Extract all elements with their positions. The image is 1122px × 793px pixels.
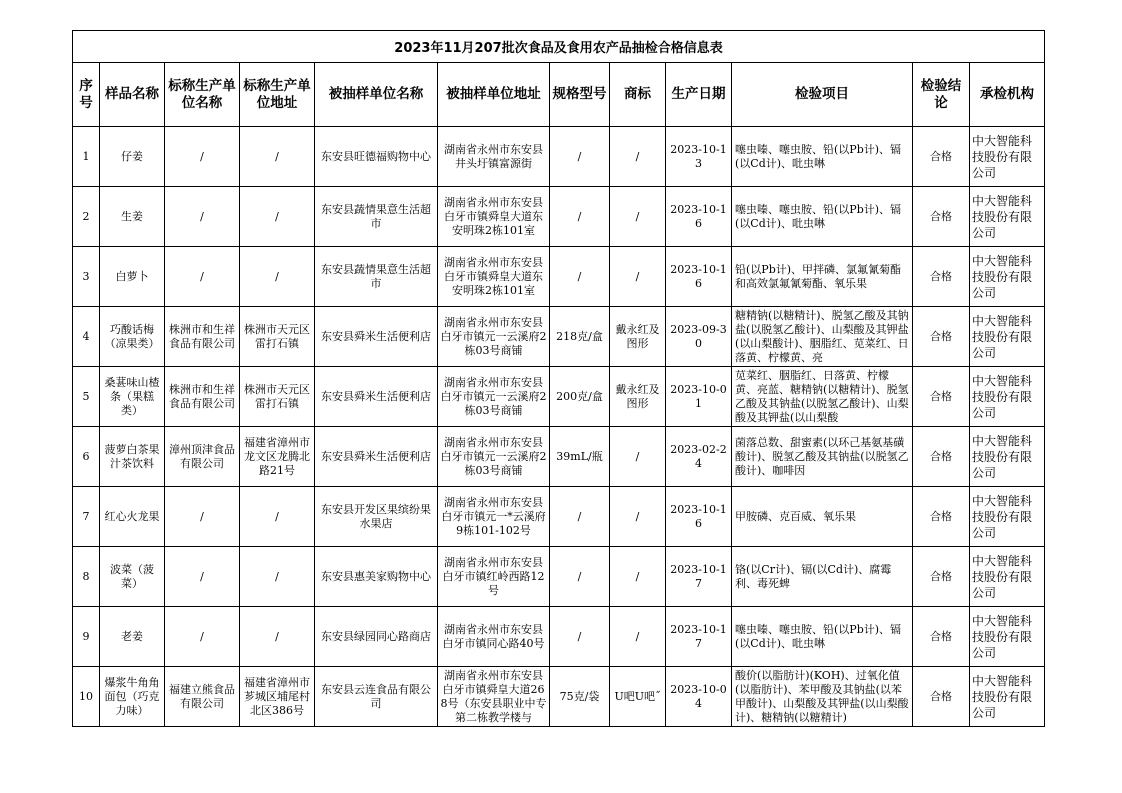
cell-manufacturer-address (240, 607, 315, 667)
cell-manufacturer (165, 667, 240, 727)
col-header-manufacturer: 标称生产单位名称 (165, 63, 240, 127)
cell-test-items (732, 307, 913, 367)
cell-sampled-unit (315, 127, 438, 187)
cell-spec-text: / (577, 269, 582, 283)
cell-sampled-unit-address-text: 湖南省永州市东安县白牙市镇元一云溪府2栋03号商铺 (440, 315, 547, 357)
cell-spec-text: 200克/盒 (556, 389, 603, 403)
cell-brand (610, 427, 666, 487)
cell-spec-text: 39mL/瓶 (556, 449, 603, 463)
col-header-production-date: 生产日期 (666, 63, 732, 127)
cell-no (73, 427, 100, 487)
cell-manufacturer-address (240, 307, 315, 367)
cell-production-date-text: 2023-10-17 (670, 622, 727, 650)
cell-manufacturer-address (240, 187, 315, 247)
cell-sampled-unit-address (438, 127, 550, 187)
cell-sampled-unit (315, 427, 438, 487)
cell-spec (550, 667, 610, 727)
cell-no (73, 367, 100, 427)
col-header-test-items: 检验项目 (732, 63, 913, 127)
header-row (73, 63, 1045, 127)
col-header-inspection-org: 承检机构 (970, 63, 1045, 127)
cell-no-text: 1 (82, 149, 90, 163)
cell-sampled-unit-address (438, 487, 550, 547)
cell-sampled-unit-address-text: 湖南省永州市东安县白牙市镇元一*云溪府9栋101-102号 (441, 495, 546, 537)
table-row (73, 427, 1045, 487)
cell-sampled-unit-address-text: 湖南省永州市东安县白牙市镇元一云溪府2栋03号商铺 (440, 375, 547, 417)
cell-inspection-org-text: 中大智能科技股份有限公司 (972, 133, 1033, 180)
cell-spec (550, 427, 610, 487)
cell-manufacturer (165, 427, 240, 487)
cell-spec (550, 367, 610, 427)
cell-production-date-text: 2023-10-16 (670, 262, 727, 290)
cell-inspection-org (970, 547, 1045, 607)
cell-spec (550, 307, 610, 367)
cell-sample-name (100, 487, 165, 547)
cell-test-items (732, 127, 913, 187)
cell-result-text: 合格 (930, 629, 952, 643)
cell-test-items-text: 酸价(以脂肪计)(KOH)、过氧化值(以脂肪计)、苯甲酸及其钠盐(以苯甲酸计)、山梨酸及其钾盐(以山梨酸计)、糖精钠(以糖精计) (735, 668, 909, 724)
cell-test-items-text: 噻虫嗪、噻虫胺、铅(以Pb计)、镉(以Cd计)、吡虫啉 (735, 142, 902, 170)
cell-production-date (666, 487, 732, 547)
cell-sample-name (100, 307, 165, 367)
cell-production-date-text: 2023-02-24 (670, 442, 727, 470)
cell-result (913, 667, 970, 727)
cell-sampled-unit-address (438, 307, 550, 367)
cell-test-items (732, 607, 913, 667)
inspection-table (72, 30, 1045, 727)
cell-sample-name-text: 生姜 (121, 209, 143, 223)
cell-sample-name-text: 桑葚味山楂条（果糕类） (104, 375, 160, 417)
cell-brand-text: / (635, 209, 640, 223)
cell-sampled-unit-address-text: 湖南省永州市东安县井头圩镇富源街 (444, 142, 543, 170)
cell-sampled-unit-address-text: 湖南省永州市东安县白牙市镇舜皇大道268号（东安县职业中专第二栋教学楼与 (440, 668, 547, 724)
cell-test-items-text: 苋菜红、胭脂红、日落黄、柠檬黄、亮蓝、糖精钠(以糖精计)、脱氢乙酸及其钠盐(以脱氢乙酸计)、山梨酸及其钾盐(以山梨酸 (735, 368, 909, 424)
cell-test-items-text: 铅(以Pb计)、甲拌磷、氯氟氰菊酯和高效氯氟氰菊酯、氧乐果 (735, 262, 902, 290)
cell-no-text: 9 (82, 629, 90, 643)
cell-manufacturer-text: / (200, 149, 204, 163)
cell-manufacturer-text: / (200, 509, 204, 523)
cell-production-date (666, 367, 732, 427)
col-header-brand: 商标 (610, 63, 666, 127)
col-header-manufacturer-address: 标称生产单位地址 (240, 63, 315, 127)
cell-brand (610, 187, 666, 247)
cell-manufacturer-address-text: 福建省漳州市龙文区龙腾北路21号 (244, 435, 310, 477)
cell-inspection-org-text: 中大智能科技股份有限公司 (972, 373, 1033, 420)
cell-manufacturer-text: / (200, 629, 204, 643)
cell-brand-text: / (635, 509, 640, 523)
cell-sample-name (100, 607, 165, 667)
cell-result-text: 合格 (930, 269, 952, 283)
cell-test-items-text: 噻虫嗪、噻虫胺、铅(以Pb计)、镉(以Cd计)、吡虫啉 (735, 622, 902, 650)
cell-sample-name (100, 247, 165, 307)
cell-sample-name-text: 白萝卜 (115, 269, 149, 283)
table-row (73, 547, 1045, 607)
cell-inspection-org (970, 367, 1045, 427)
cell-no (73, 607, 100, 667)
cell-test-items-text: 甲胺磷、克百威、氧乐果 (735, 509, 856, 523)
cell-no (73, 307, 100, 367)
cell-sampled-unit-address (438, 427, 550, 487)
cell-production-date-text: 2023-10-16 (670, 202, 727, 230)
cell-brand (610, 247, 666, 307)
col-header-result: 检验结论 (913, 63, 970, 127)
cell-production-date (666, 547, 732, 607)
cell-inspection-org-text: 中大智能科技股份有限公司 (972, 193, 1033, 240)
cell-manufacturer (165, 547, 240, 607)
cell-production-date (666, 667, 732, 727)
cell-sampled-unit-address (438, 667, 550, 727)
cell-production-date (666, 187, 732, 247)
cell-sampled-unit-address-text: 湖南省永州市东安县白牙市镇红岭西路12号 (442, 555, 545, 597)
cell-result-text: 合格 (930, 569, 952, 583)
cell-spec (550, 547, 610, 607)
cell-sample-name-text: 老姜 (121, 629, 143, 643)
cell-manufacturer (165, 247, 240, 307)
table-row (73, 307, 1045, 367)
cell-test-items (732, 367, 913, 427)
cell-inspection-org-text: 中大智能科技股份有限公司 (972, 253, 1033, 300)
cell-sampled-unit-text: 东安县开发区果缤纷果水果店 (321, 502, 431, 530)
cell-sampled-unit (315, 667, 438, 727)
cell-spec (550, 127, 610, 187)
cell-inspection-org-text: 中大智能科技股份有限公司 (972, 613, 1033, 660)
cell-manufacturer-address-text: 福建省漳州市芗城区埔尾村北区386号 (244, 675, 310, 717)
cell-sampled-unit-text: 东安县绿园同心路商店 (321, 629, 431, 643)
cell-manufacturer-address (240, 127, 315, 187)
cell-test-items (732, 547, 913, 607)
cell-no-text: 7 (82, 509, 90, 523)
cell-manufacturer-address (240, 667, 315, 727)
table-row (73, 187, 1045, 247)
cell-brand (610, 367, 666, 427)
table-title: 2023年11月207批次食品及食用农产品抽检合格信息表 (73, 31, 1045, 63)
cell-sampled-unit (315, 547, 438, 607)
cell-sampled-unit-text: 东安县旺德福购物中心 (321, 149, 431, 163)
cell-sampled-unit (315, 607, 438, 667)
cell-no (73, 667, 100, 727)
cell-production-date-text: 2023-10-04 (670, 682, 727, 710)
cell-sample-name (100, 667, 165, 727)
cell-production-date (666, 307, 732, 367)
cell-sampled-unit (315, 247, 438, 307)
cell-brand (610, 607, 666, 667)
cell-production-date-text: 2023-09-30 (670, 322, 727, 350)
cell-manufacturer-address-text: / (275, 629, 279, 643)
cell-inspection-org-text: 中大智能科技股份有限公司 (972, 433, 1033, 480)
col-header-sample-name: 样品名称 (100, 63, 165, 127)
cell-sample-name (100, 427, 165, 487)
cell-brand-text: 戴永红及图形 (615, 382, 660, 410)
cell-manufacturer-text: / (200, 569, 204, 583)
cell-brand-text: / (635, 149, 640, 163)
cell-brand (610, 667, 666, 727)
cell-test-items (732, 187, 913, 247)
cell-brand-text: / (635, 449, 640, 463)
cell-result (913, 607, 970, 667)
cell-sampled-unit-text: 东安县舜米生活便利店 (321, 329, 431, 343)
cell-brand-text: / (635, 269, 640, 283)
cell-result-text: 合格 (930, 449, 952, 463)
cell-result-text: 合格 (930, 509, 952, 523)
cell-no-text: 8 (82, 569, 90, 583)
cell-test-items-text: 铬(以Cr计)、镉(以Cd计)、腐霉利、毒死蜱 (735, 562, 892, 590)
cell-manufacturer-address-text: / (275, 209, 279, 223)
cell-inspection-org-text: 中大智能科技股份有限公司 (972, 673, 1033, 720)
table-row (73, 127, 1045, 187)
cell-sampled-unit (315, 187, 438, 247)
cell-manufacturer-text: / (200, 269, 204, 283)
cell-result-text: 合格 (930, 689, 952, 703)
cell-production-date (666, 127, 732, 187)
cell-manufacturer-address (240, 367, 315, 427)
cell-no-text: 4 (82, 329, 90, 343)
cell-manufacturer-address (240, 487, 315, 547)
cell-sampled-unit-address (438, 247, 550, 307)
cell-no (73, 187, 100, 247)
cell-no-text: 6 (82, 449, 90, 463)
cell-brand (610, 307, 666, 367)
cell-manufacturer-address (240, 247, 315, 307)
cell-test-items (732, 667, 913, 727)
cell-sampled-unit-text: 东安县蔬情果意生活超市 (321, 202, 431, 230)
cell-result (913, 487, 970, 547)
cell-manufacturer-address-text: / (275, 269, 279, 283)
cell-manufacturer-address-text: / (275, 509, 279, 523)
cell-production-date-text: 2023-10-13 (670, 142, 727, 170)
cell-manufacturer (165, 367, 240, 427)
cell-manufacturer-address (240, 427, 315, 487)
cell-no-text: 10 (79, 689, 93, 703)
cell-sample-name-text: 巧酸话梅（凉果类） (104, 322, 160, 350)
cell-brand-text: / (635, 569, 640, 583)
cell-sampled-unit-address-text: 湖南省永州市东安县白牙市镇同心路40号 (442, 622, 545, 650)
cell-inspection-org (970, 667, 1045, 727)
col-header-sampled-unit-address: 被抽样单位地址 (438, 63, 550, 127)
cell-result (913, 367, 970, 427)
cell-manufacturer-text: 株洲市和生祥食品有限公司 (169, 382, 235, 410)
cell-result-text: 合格 (930, 389, 952, 403)
cell-manufacturer-address-text: / (275, 149, 279, 163)
cell-sampled-unit (315, 367, 438, 427)
cell-manufacturer-address-text: 株洲市天元区雷打石镇 (244, 382, 310, 410)
table-row (73, 367, 1045, 427)
cell-result (913, 427, 970, 487)
cell-spec-text: / (577, 569, 582, 583)
cell-production-date-text: 2023-10-17 (670, 562, 727, 590)
cell-no (73, 247, 100, 307)
cell-sample-name (100, 547, 165, 607)
cell-spec (550, 487, 610, 547)
cell-sample-name-text: 仔姜 (121, 149, 143, 163)
cell-inspection-org-text: 中大智能科技股份有限公司 (972, 553, 1033, 600)
cell-test-items-text: 糖精钠(以糖精计)、脱氢乙酸及其钠盐(以脱氢乙酸计)、山梨酸及其钾盐(以山梨酸计)、胭脂红、苋菜红、日落黄、柠檬黄、亮 (735, 308, 909, 364)
cell-brand-text: 戴永红及图形 (615, 322, 660, 350)
cell-result-text: 合格 (930, 149, 952, 163)
cell-spec-text: / (577, 149, 582, 163)
cell-sampled-unit (315, 307, 438, 367)
cell-manufacturer (165, 307, 240, 367)
cell-result (913, 547, 970, 607)
cell-brand (610, 547, 666, 607)
cell-production-date-text: 2023-10-01 (670, 382, 727, 410)
cell-sample-name-text: 红心火龙果 (104, 509, 160, 523)
cell-sampled-unit-text: 东安县舜米生活便利店 (321, 449, 431, 463)
cell-sampled-unit (315, 487, 438, 547)
cell-no-text: 3 (82, 269, 90, 283)
cell-manufacturer-text: 株洲市和生祥食品有限公司 (169, 322, 235, 350)
table-row (73, 667, 1045, 727)
cell-test-items-text: 噻虫嗪、噻虫胺、铅(以Pb计)、镉(以Cd计)、吡虫啉 (735, 202, 902, 230)
cell-inspection-org-text: 中大智能科技股份有限公司 (972, 313, 1033, 360)
cell-brand-text: U吧U吧˝ (614, 689, 661, 703)
cell-no (73, 547, 100, 607)
cell-result (913, 127, 970, 187)
cell-result (913, 187, 970, 247)
cell-no (73, 127, 100, 187)
cell-manufacturer-text: / (200, 209, 204, 223)
cell-sampled-unit-address (438, 547, 550, 607)
cell-sampled-unit-address (438, 367, 550, 427)
cell-brand-text: / (635, 629, 640, 643)
cell-sampled-unit-address-text: 湖南省永州市东安县白牙市镇舜皇大道东安明珠2栋101室 (444, 195, 543, 237)
cell-spec (550, 607, 610, 667)
cell-no-text: 5 (82, 389, 90, 403)
cell-sample-name-text: 菠萝白茶果汁茶饮料 (104, 442, 160, 470)
cell-manufacturer-address (240, 547, 315, 607)
cell-spec (550, 247, 610, 307)
cell-sample-name (100, 187, 165, 247)
cell-result (913, 307, 970, 367)
cell-no-text: 2 (82, 209, 90, 223)
cell-brand (610, 127, 666, 187)
cell-sampled-unit-text: 东安县蔬情果意生活超市 (321, 262, 431, 290)
cell-manufacturer (165, 607, 240, 667)
cell-sampled-unit-text: 东安县云连食品有限公司 (321, 682, 431, 710)
cell-spec (550, 187, 610, 247)
cell-production-date (666, 247, 732, 307)
table-row (73, 607, 1045, 667)
cell-spec-text: / (577, 509, 582, 523)
cell-manufacturer-address-text: 株洲市天元区雷打石镇 (244, 322, 310, 350)
cell-sampled-unit-address (438, 607, 550, 667)
cell-manufacturer (165, 487, 240, 547)
table-row (73, 487, 1045, 547)
cell-sample-name-text: 爆浆牛角角面包（巧克力味） (104, 675, 160, 717)
cell-sample-name (100, 127, 165, 187)
table-row (73, 247, 1045, 307)
col-header-sampled-unit: 被抽样单位名称 (315, 63, 438, 127)
cell-manufacturer (165, 127, 240, 187)
cell-production-date (666, 607, 732, 667)
cell-sample-name-text: 波菜（菠菜） (110, 562, 154, 590)
cell-production-date (666, 427, 732, 487)
cell-sampled-unit-text: 东安县惠美家购物中心 (321, 569, 431, 583)
cell-test-items-text: 菌落总数、甜蜜素(以环己基氨基磺酸计)、脱氢乙酸及其钠盐(以脱氢乙酸计)、咖啡因 (735, 435, 909, 477)
cell-production-date-text: 2023-10-16 (670, 502, 727, 530)
cell-manufacturer-address-text: / (275, 569, 279, 583)
cell-manufacturer (165, 187, 240, 247)
cell-inspection-org (970, 427, 1045, 487)
cell-sampled-unit-address (438, 187, 550, 247)
cell-test-items (732, 487, 913, 547)
cell-sampled-unit-address-text: 湖南省永州市东安县白牙市镇舜皇大道东安明珠2栋101室 (444, 255, 543, 297)
cell-inspection-org (970, 187, 1045, 247)
cell-result (913, 247, 970, 307)
cell-sampled-unit-text: 东安县舜米生活便利店 (321, 389, 431, 403)
cell-inspection-org (970, 127, 1045, 187)
cell-spec-text: / (577, 209, 582, 223)
cell-inspection-org (970, 307, 1045, 367)
cell-inspection-org (970, 247, 1045, 307)
cell-sampled-unit-address-text: 湖南省永州市东安县白牙市镇元一云溪府2栋03号商铺 (440, 435, 547, 477)
cell-test-items (732, 247, 913, 307)
cell-manufacturer-text: 漳州顶津食品有限公司 (169, 442, 235, 470)
cell-inspection-org-text: 中大智能科技股份有限公司 (972, 493, 1033, 540)
cell-result-text: 合格 (930, 329, 952, 343)
cell-spec-text: 218克/盒 (556, 329, 603, 343)
cell-spec-text: / (577, 629, 582, 643)
cell-no (73, 487, 100, 547)
cell-result-text: 合格 (930, 209, 952, 223)
cell-test-items (732, 427, 913, 487)
cell-sample-name (100, 367, 165, 427)
cell-spec-text: 75克/袋 (559, 689, 600, 703)
col-header-spec: 规格型号 (550, 63, 610, 127)
cell-brand (610, 487, 666, 547)
cell-inspection-org (970, 607, 1045, 667)
cell-inspection-org (970, 487, 1045, 547)
cell-manufacturer-text: 福建立熊食品有限公司 (169, 682, 235, 710)
col-header-no: 序号 (73, 63, 100, 127)
